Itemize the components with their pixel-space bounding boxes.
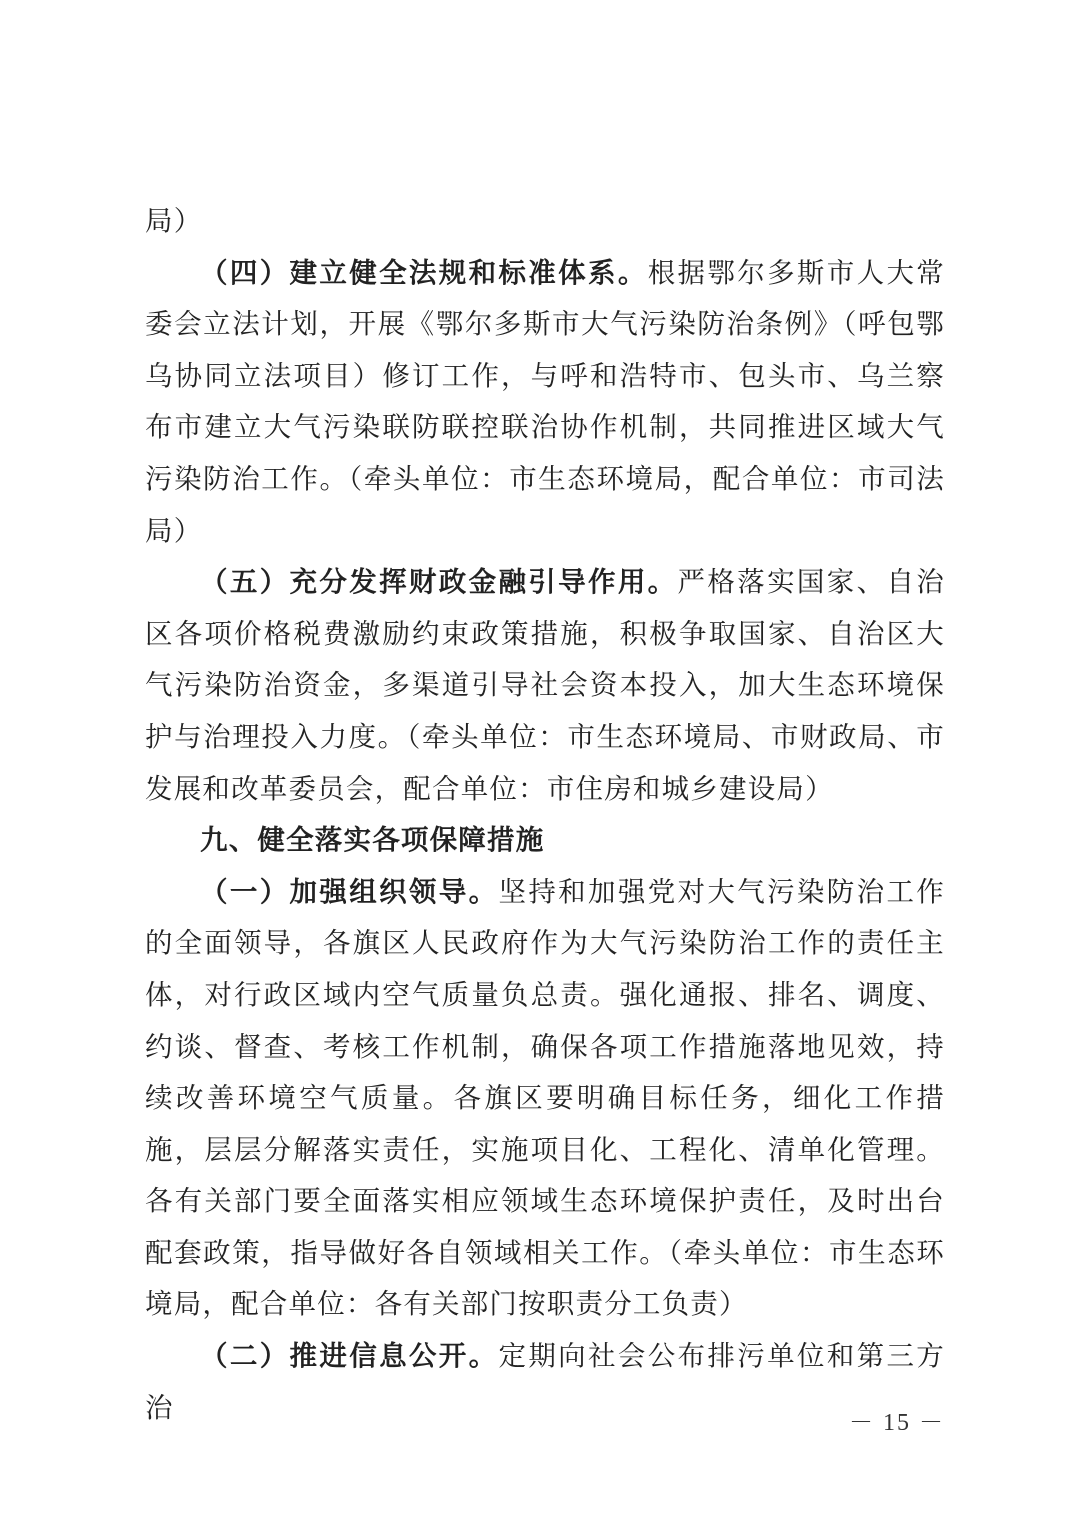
paragraph-lead: （四）建立健全法规和标准体系。 [200, 256, 648, 289]
section-heading: 九、健全落实各项保障措施 [200, 824, 545, 857]
paragraph-text: 定期向社会公布排污单位和第三方治 [145, 1340, 946, 1424]
paragraph-lead: （二）推进信息公开。 [200, 1340, 499, 1373]
paragraph-information-disclosure [145, 1331, 945, 1434]
paragraph-finance-guidance [145, 557, 945, 815]
paragraph-continuation [145, 196, 945, 248]
paragraph-text: 根据鄂尔多斯市人大常委会立法计划，开展《鄂尔多斯市大气污染防治条例》（呼包鄂乌协同立法项目）修订工作，与呼和浩特市、包头市、乌兰察布市建立大气污染联防联控联治协作机制，共同推进区域大气污染防治工作。（牵头单位：市生态环境局，配合单位：市司法局） [145, 256, 945, 547]
document-body [145, 196, 945, 1434]
paragraph-lead: （五）充分发挥财政金融引导作用。 [200, 566, 678, 599]
paragraph-organizational-leadership [145, 867, 945, 1331]
paragraph-text: 严格落实国家、自治区各项价格税费激励约束政策措施，积极争取国家、自治区大气污染防治资金，多渠道引导社会资本投入，加大生态环境保护与治理投入力度。（牵头单位：市生态环境局、市财政局、市发展和改革委员会，配合单位：市住房和城乡建设局） [145, 566, 945, 805]
page-number: － 15 － [849, 1410, 945, 1436]
paragraph-text: 坚持和加强党对大气污染防治工作的全面领导，各旗区人民政府作为大气污染防治工作的责任主体，对行政区域内空气质量负总责。强化通报、排名、调度、约谈、督查、考核工作机制，确保各项工作措施落地见效，持续改善环境空气质量。各旗区要明确目标任务，细化工作措施，层层分解落实责任，实施项目化、工程化、清单化管理。各有关部门要全面落实相应领域生态环境保护责任，及时出台配套政策，指导做好各自领域相关工作。（牵头单位：市生态环境局，配合单位：各有关部门按职责分工负责） [145, 875, 946, 1321]
paragraph-lead: （一）加强组织领导。 [200, 875, 499, 908]
paragraph-text: 局） [145, 205, 203, 237]
paragraph-laws-standards [145, 248, 945, 558]
